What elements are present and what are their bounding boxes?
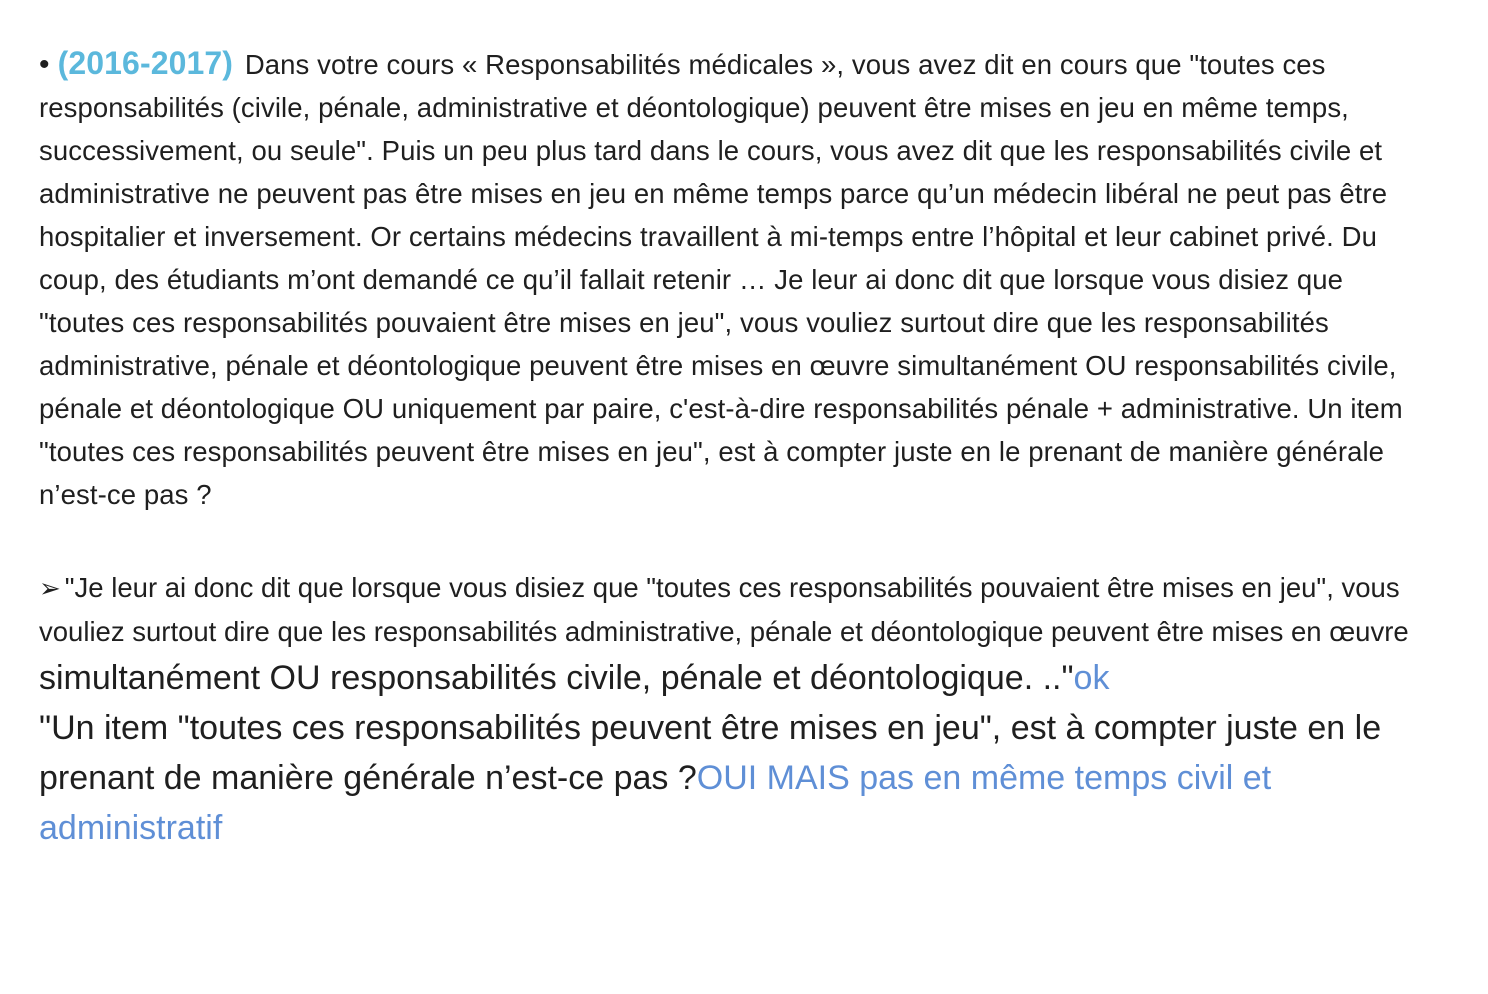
- quote-1-large-text: simultanément OU responsabilités civile, pénale et déontologique. ..": [39, 659, 1074, 697]
- quote-2-text: "Un item "toutes ces responsabilités peuvent être mises en jeu", est à compter juste en le prenant de manière générale n’est-ce pas ?: [39, 709, 1382, 797]
- answer-block: [39, 566, 1434, 853]
- quote-1-small-text: "Je leur ai donc dit que lorsque vous disiez que "toutes ces responsabilités pouvaient être mises en jeu", vous vouliez surtout dire que les responsabilités administrative, pénale et déontologique peuvent être mises en œuvre: [39, 572, 1409, 647]
- reply-1: ok: [1073, 659, 1110, 697]
- bullet-icon: •: [39, 48, 50, 81]
- answer-quote-1: [39, 566, 1434, 703]
- year-label: (2016-2017): [57, 45, 234, 81]
- answer-quote-2: [39, 703, 1434, 853]
- document-body: [39, 42, 1434, 853]
- reply-2: OUI MAIS pas en même temps civil et administratif: [39, 759, 1272, 847]
- arrow-icon: ➢: [39, 573, 61, 603]
- question-paragraph: [39, 42, 1434, 516]
- question-text: Dans votre cours « Responsabilités médicales », vous avez dit en cours que "toutes ces responsabilités (civile, pénale, administrative et déontologique) peuvent être mises en jeu en même temps, successivement, ou seule". Puis un peu plus tard dans le cours, vous avez dit que les responsabilités civile et administrative ne peuvent pas être mises en jeu en même temps parce qu’un médecin libéral ne peut pas être hospitalier et inversement. Or certains médecins travaillent à mi-temps entre l’hôpital et leur cabinet privé. Du coup, des étudiants m’ont demandé ce qu’il fallait retenir … Je leur ai donc dit que lorsque vous disiez que "toutes ces responsabilités pouvaient être mises en jeu", vous vouliez surtout dire que les responsabilités administrative, pénale et déontologique peuvent être mises en œuvre simultanément OU responsabilités civile, pénale et déontologique OU uniquement par paire, c'est-à-dire responsabilités pénale + administrative. Un item "toutes ces responsabilités peuvent être mises en jeu", est à compter juste en le prenant de manière générale n’est-ce pas ?: [39, 49, 1403, 510]
